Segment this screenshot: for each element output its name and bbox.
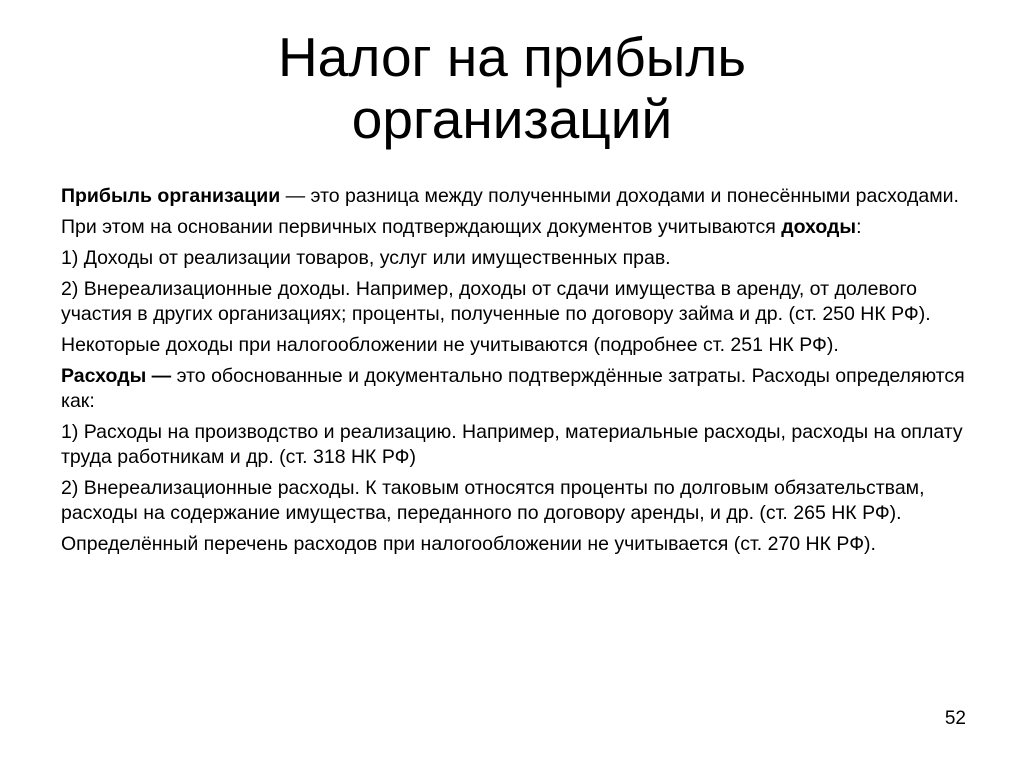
paragraph-income-1: 1) Доходы от реализации товаров, услуг или имущественных прав. xyxy=(61,247,671,269)
paragraph-text: При этом на основании первичных подтверждающих документов учитываются xyxy=(61,216,782,238)
term-profit: Прибыль организации xyxy=(61,185,281,207)
term-expenses: Расходы — xyxy=(61,365,172,387)
paragraph-expenses-1: 1) Расходы на производство и реализацию. Например, материальные расходы, расходы на оплату труда работникам и др. (ст. 318 НК РФ) xyxy=(61,421,963,468)
paragraph-expenses-excluded: Определённый перечень расходов при налогообложении не учитывается (ст. 270 НК РФ). xyxy=(61,533,876,555)
title-line-1: Налог на прибыль xyxy=(277,26,747,88)
paragraph-profit-definition xyxy=(61,184,971,209)
paragraph-income-2: 2) Внереализационные доходы. Например, доходы от сдачи имущества в аренду, от долевого участия в других организациях; проценты, полученные по договору займа и др. (ст. 250 НК РФ). xyxy=(61,278,931,325)
paragraph-expenses-2: 2) Внереализационные расходы. К таковым относятся проценты по долговым обязательствам, расходы на содержание имущества, переданного по договору аренды, и др. (ст. 265 НК РФ). xyxy=(61,477,925,524)
title-line-2: организаций xyxy=(351,88,673,150)
paragraph-text: это обоснованные и документально подтверждённые затраты. Расходы определяются как: xyxy=(61,365,965,412)
paragraph-income-excluded: Некоторые доходы при налогообложении не учитываются (подробнее ст. 251 НК РФ). xyxy=(61,334,839,356)
slide-body xyxy=(61,184,971,563)
term-income: доходы xyxy=(781,216,857,238)
paragraph-income-intro xyxy=(61,215,971,240)
paragraph-text: — это разница между полученными доходами и понесёнными расходами. xyxy=(280,185,959,207)
page-number: 52 xyxy=(944,708,966,729)
slide-title xyxy=(0,26,1024,150)
paragraph-expenses-definition xyxy=(61,364,971,414)
paragraph-text-end: : xyxy=(856,216,862,238)
